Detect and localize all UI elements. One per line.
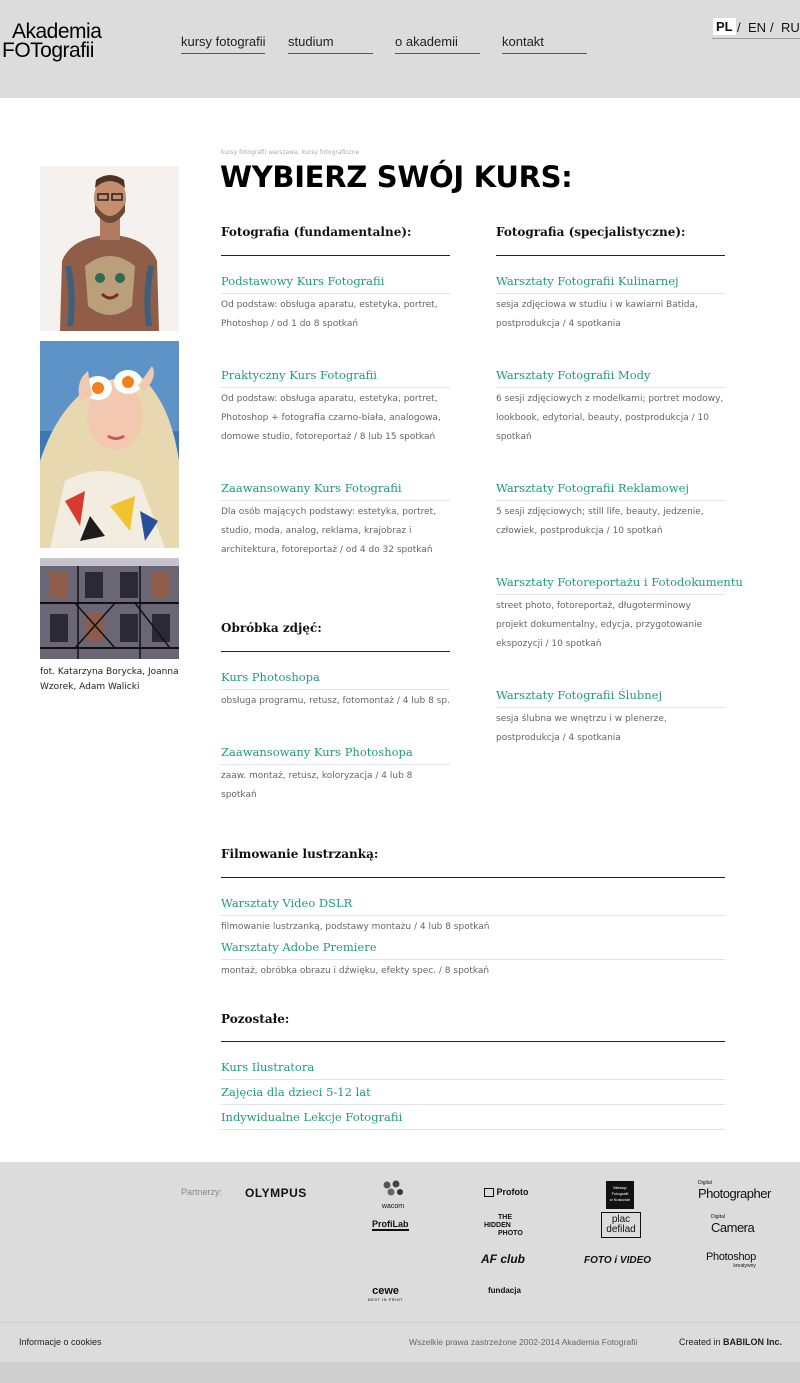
course-description: filmowanie lustrzanką, podstawy montażu / 4 lub 8 spotkań	[221, 922, 490, 932]
nav-kursy-fotografii[interactable]: kursy fotografii	[181, 34, 265, 54]
cewe-small-text: BEST IN PRINT	[368, 1297, 404, 1302]
course-item	[496, 688, 725, 748]
course-link[interactable]: Zaawansowany Kurs Photoshopa	[221, 745, 450, 765]
partner-wacom-logo[interactable]	[378, 1180, 408, 1210]
partner-digital-photographer-logo[interactable]	[698, 1180, 771, 1201]
course-description: Dla osób mających podstawy: estetyka, portret, studio, moda, analog, reklama, krajobraz i architektura, fotoreportaż / od 4 do 32 spotkań	[221, 507, 437, 555]
course-link[interactable]: Zaawansowany Kurs Fotografii	[221, 481, 450, 501]
wacom-dots-icon	[381, 1180, 405, 1198]
plac-line-1: plac	[611, 1214, 631, 1225]
course-item	[496, 481, 725, 541]
site-logo[interactable]	[2, 22, 101, 60]
partner-cewe-logo[interactable]	[368, 1285, 403, 1302]
course-item	[221, 274, 450, 334]
course-item	[221, 670, 450, 711]
course-item	[496, 274, 725, 334]
plac-line-2: defilad	[606, 1224, 636, 1235]
section-title-other: Pozostałe:	[221, 1012, 290, 1026]
section-divider	[221, 651, 450, 652]
course-link[interactable]: Podstawowy Kurs Fotografii	[221, 274, 450, 294]
partner-olympus-logo[interactable]: OLYMPUS	[245, 1186, 307, 1200]
dp-small-text: Digital	[698, 1180, 712, 1186]
section-divider	[221, 255, 450, 256]
course-link[interactable]: Warsztaty Fotografii Ślubnej	[496, 688, 725, 708]
lang-en[interactable]: EN	[748, 20, 767, 35]
course-link[interactable]: Indywidualne Lekcje Fotografii	[221, 1110, 725, 1130]
section-divider	[221, 1041, 725, 1042]
course-link[interactable]: Warsztaty Fotografii Kulinarnej	[496, 274, 725, 294]
partner-plac-defilad-logo[interactable]	[601, 1212, 641, 1238]
lang-separator: /	[770, 20, 774, 35]
language-switcher	[712, 16, 800, 39]
created-by	[679, 1337, 782, 1347]
section-title-editing: Obróbka zdjęć:	[221, 621, 322, 635]
profoto-text: Profoto	[496, 1187, 529, 1197]
course-description: obsługa programu, retusz, fotomontaż / 4 lub 8 sp.	[221, 696, 450, 706]
partner-foto-i-video-logo[interactable]: FOTO i VIDEO	[584, 1255, 652, 1266]
hidden-line-3: PHOTO	[498, 1230, 523, 1237]
bottom-strip	[0, 1362, 800, 1383]
dc-small-text: Digital	[711, 1214, 725, 1220]
course-description: 5 sesji zdjęciowych; still life, beauty, jedzenie, człowiek, postprodukcja / 10 spotkań	[496, 507, 704, 536]
section-title-fundamental: Fotografia (fundamentalne):	[221, 225, 412, 239]
partners-label: Partnerzy:	[181, 1187, 223, 1197]
course-link[interactable]: Warsztaty Fotoreportażu i Fotodokumentu	[496, 575, 725, 595]
course-description: 6 sesji zdjęciowych z modelkami; portret modowy, lookbook, edytorial, beauty, postprodukcja / 10 spotkań	[496, 394, 724, 442]
lang-pl[interactable]: PL	[713, 18, 736, 35]
dp-text: Photographer	[698, 1186, 771, 1201]
babilon-link[interactable]: BABILON Inc.	[723, 1337, 783, 1347]
course-description: zaaw. montaż, retusz, koloryzacja / 4 lub 8 spotkań	[221, 771, 413, 800]
section-title-specialist: Fotografia (specjalistyczne):	[496, 225, 686, 239]
site-footer	[0, 1162, 800, 1383]
main-content	[0, 98, 800, 1162]
mfk-line-2: Fotografii	[611, 1191, 629, 1196]
photoshop-text: Photoshop	[706, 1251, 756, 1263]
photo-caption: fot. Katarzyna Borycka, Joanna Wzorek, Adam Walicki	[40, 667, 179, 692]
course-item	[221, 1085, 725, 1105]
partner-miesiac-fotografii-logo[interactable]	[606, 1181, 634, 1209]
course-item	[221, 481, 450, 560]
profoto-box-icon	[484, 1188, 494, 1197]
cewe-text: cewe	[372, 1285, 400, 1297]
hidden-line-1: THE	[498, 1214, 512, 1221]
course-item	[221, 940, 725, 981]
photo-woman-eggs	[40, 341, 179, 548]
nav-o-akademii[interactable]: o akademii	[395, 34, 480, 54]
course-link[interactable]: Kurs Photoshopa	[221, 670, 450, 690]
partner-fundacja-logo[interactable]: fundacja	[488, 1286, 521, 1295]
hidden-line-2: HIDDEN	[484, 1222, 511, 1229]
course-item	[221, 1110, 725, 1130]
created-prefix: Created in	[679, 1337, 721, 1347]
site-header	[0, 0, 800, 98]
nav-studium[interactable]: studium	[288, 34, 373, 54]
partner-hidden-photo-logo[interactable]	[484, 1214, 523, 1238]
lang-ru[interactable]: RU	[781, 20, 800, 35]
course-link[interactable]: Zajęcia dla dzieci 5-12 lat	[221, 1085, 725, 1105]
page-title: WYBIERZ SWÓJ KURS:	[220, 160, 573, 194]
course-link[interactable]: Warsztaty Adobe Premiere	[221, 940, 725, 960]
wacom-text: wacom	[381, 1203, 405, 1210]
course-description: sesja zdjęciowa w studiu i w kawiarni Batida, postprodukcja / 4 spotkania	[496, 300, 698, 329]
photoshop-small-text: kreatywny	[733, 1263, 756, 1269]
course-link[interactable]: Praktyczny Kurs Fotografii	[221, 368, 450, 388]
course-description: street photo, fotoreportaż, długoterminowy projekt dokumentalny, edycja, przygotowanie ekspozycji / 10 spotkań	[496, 601, 703, 649]
course-item	[221, 745, 450, 805]
mfk-line-1: Miesiąc	[613, 1185, 627, 1190]
nav-kontakt[interactable]: kontakt	[502, 34, 587, 54]
logo-line-1: Akademia	[12, 20, 102, 43]
course-description: Od podstaw: obsługa aparatu, estetyka, portret, Photoshop + fotografia czarno-biała, analogowa, domowe studio, fotoreportaż / 8 lub 15 spotkań	[221, 394, 441, 442]
lang-separator: /	[737, 20, 741, 35]
course-item	[221, 1060, 725, 1080]
section-title-video: Filmowanie lustrzanką:	[221, 847, 379, 861]
course-link[interactable]: Warsztaty Fotografii Mody	[496, 368, 725, 388]
course-item	[496, 368, 725, 447]
photo-building-facade	[40, 558, 179, 659]
course-item	[221, 896, 725, 937]
course-item	[221, 368, 450, 447]
partner-photoshop-kreatywny-logo[interactable]	[706, 1251, 756, 1269]
partner-profilab-logo[interactable]: ProfiLab	[372, 1219, 409, 1229]
course-item	[496, 575, 743, 654]
copyright-text: Wszelkie prawa zastrzeżone 2002-2014 Akademia Fotografii	[409, 1337, 638, 1347]
section-divider	[496, 255, 725, 256]
dc-text: Camera	[711, 1220, 755, 1235]
course-link[interactable]: Warsztaty Fotografii Reklamowej	[496, 481, 725, 501]
footer-divider	[0, 1322, 800, 1323]
partner-digital-camera-logo[interactable]	[711, 1214, 754, 1235]
breadcrumb: kursy fotografii warszawa, kursy fotograficzne	[221, 149, 360, 156]
course-description: sesja ślubna we wnętrzu i w plenerze, postprodukcja / 4 spotkania	[496, 714, 667, 743]
course-link[interactable]: Warsztaty Video DSLR	[221, 896, 725, 916]
partner-profoto-logo[interactable]	[484, 1187, 529, 1197]
logo-line-2: FOTografii	[2, 39, 94, 62]
partner-afclub-logo[interactable]: AF club	[481, 1252, 525, 1266]
mfk-line-3: w Krakowie	[609, 1197, 631, 1202]
photo-tattooed-man	[40, 166, 179, 331]
course-description: montaż, obróbka obrazu i dźwięku, efekty spec. / 8 spotkań	[221, 966, 490, 976]
course-description: Od podstaw: obsługa aparatu, estetyka, portret, Photoshop / od 1 do 8 spotkań	[221, 300, 438, 329]
course-link[interactable]: Kurs Ilustratora	[221, 1060, 725, 1080]
section-divider	[221, 877, 725, 878]
cookies-link[interactable]: Informacje o cookies	[19, 1337, 102, 1347]
